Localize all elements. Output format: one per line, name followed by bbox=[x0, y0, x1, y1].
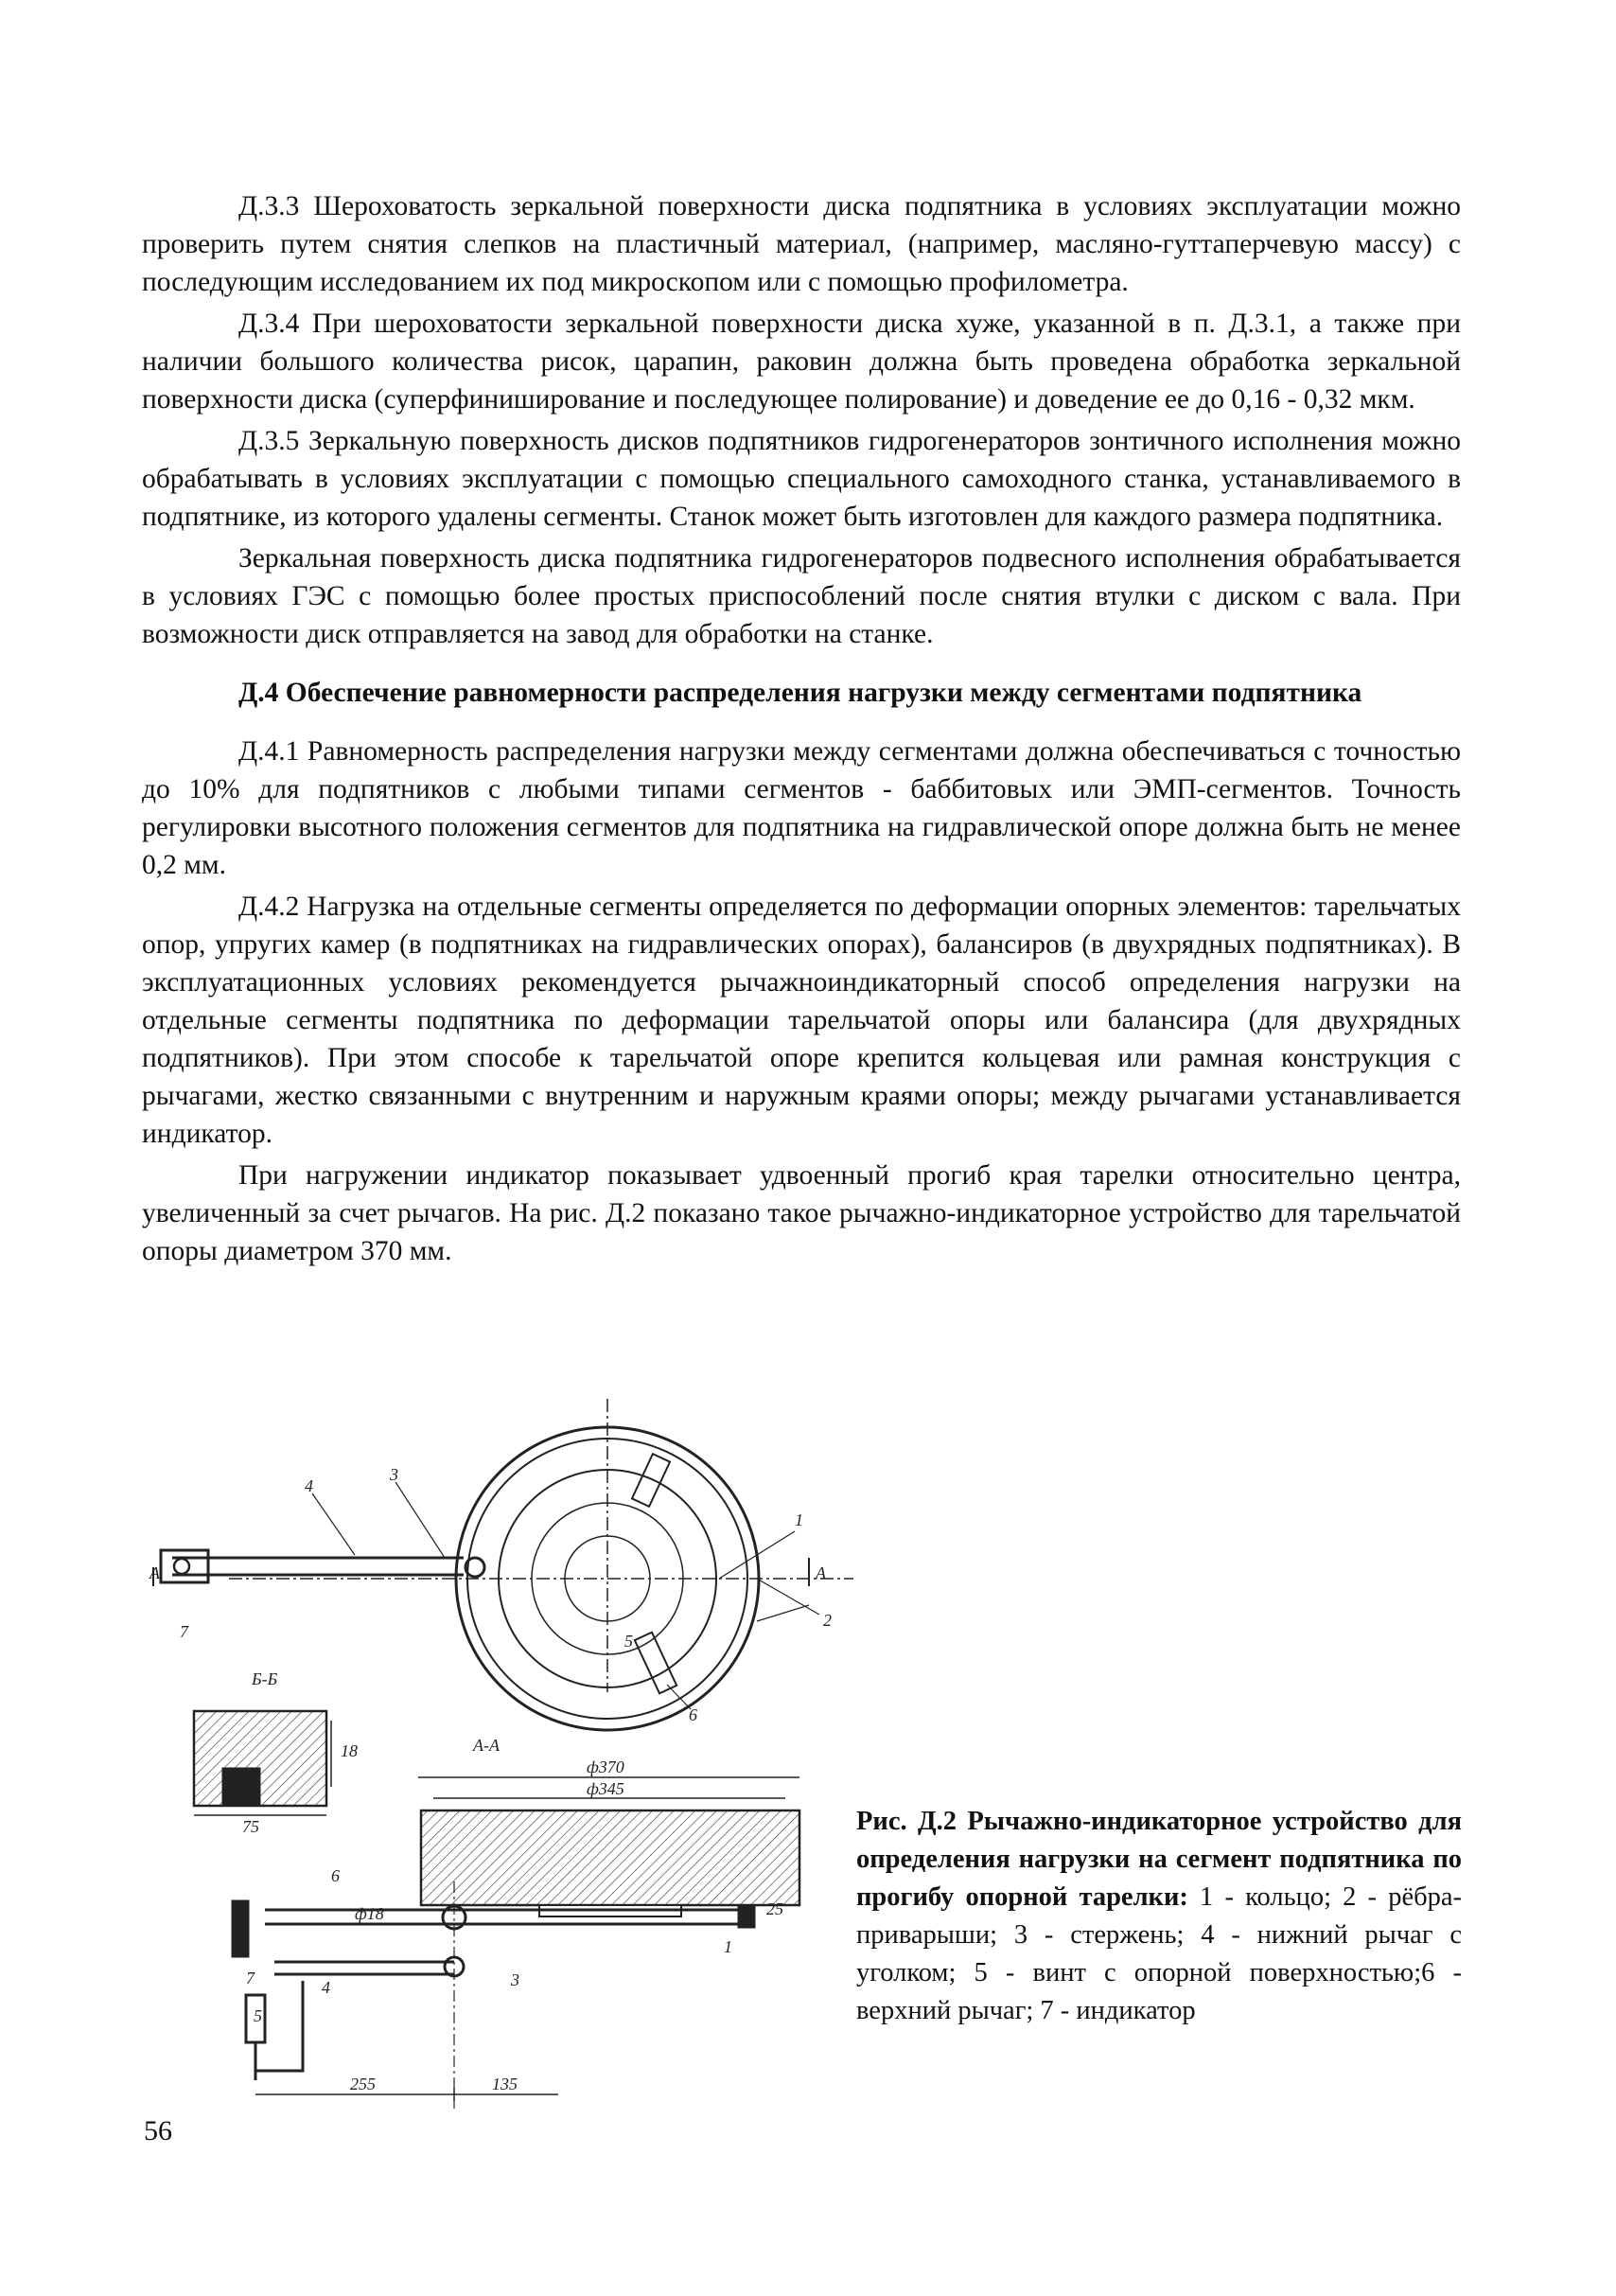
label-1-top: 1 bbox=[795, 1510, 803, 1529]
section-aa-view bbox=[232, 1777, 799, 2109]
label-4-bottom: 4 bbox=[322, 1978, 330, 1997]
paragraph-d34: Д.3.4 При шероховатости зеркальной поверхности диска хуже, указанной в п. Д.3.1, а также при наличии большого количества рисок, царапин, раковин должна быть проведена обработка зеркальной поверхности диска (суперфиниширование и последующее полирование) и доведение ее до 0,16 - 0,32 мкм. bbox=[142, 309, 1461, 415]
paragraph-mirror-surface: Зеркальная поверхность диска подпятника гидрогенераторов подвесного исполнения обрабатывается в условиях ГЭС с помощью более простых приспособлений после снятия втулки с диском с вала. При возможности диск отправляется на завод для обработки на станке. bbox=[142, 543, 1461, 649]
label-dim255: 255 bbox=[350, 2075, 376, 2093]
label-dim75: 75 bbox=[242, 1817, 259, 1836]
label-3-top: 3 bbox=[390, 1465, 398, 1484]
label-4-top: 4 bbox=[305, 1476, 313, 1495]
label-a-left: А bbox=[149, 1563, 160, 1582]
paragraph-d41: Д.4.1 Равномерность распределения нагрузки между сегментами должна обеспечиваться с точностью до 10% для подпятников с любыми типами сегментов - баббитовых или ЭМП-сегментов. Точность регулировки высотного положения сегментов для подпятника на гидравлической опоре должна быть не менее 0,2 мм. bbox=[142, 736, 1461, 880]
label-1-bottom: 1 bbox=[724, 1937, 732, 1956]
label-section-aa: А-А bbox=[473, 1736, 500, 1755]
label-dim25: 25 bbox=[766, 1899, 783, 1918]
paragraph-loading: При нагружении индикатор показывает удвоенный прогиб края тарелки относительно центра, увеличенный за счет рычагов. На рис. Д.2 показано такое рычажно-индикаторное устройство для тарельчатой опоры диаметром 370 мм. bbox=[142, 1160, 1461, 1266]
label-5-top: 5 bbox=[624, 1632, 633, 1651]
label-6-top: 6 bbox=[689, 1705, 697, 1724]
technical-drawing-figure bbox=[142, 1389, 861, 2109]
label-d345: ф345 bbox=[587, 1779, 624, 1798]
label-d18: ф18 bbox=[355, 1904, 384, 1923]
label-5-bottom: 5 bbox=[254, 2006, 262, 2025]
paragraph-d33: Д.3.3 Шероховатость зеркальной поверхности диска подпятника в условиях эксплуатации можно проверить путем снятия слепков на пластичный материал, (например, масляно-гуттаперчевую массу) с последующим исследованием их под микроскопом или с помощью профилометра. bbox=[142, 191, 1461, 297]
section-bb-view bbox=[194, 1711, 331, 1815]
label-7-bottom: 7 bbox=[246, 1969, 255, 1987]
label-7-top: 7 bbox=[180, 1622, 188, 1641]
section-heading-d4: Д.4 Обеспечение равномерности распределения нагрузки между сегментами подпятника bbox=[238, 678, 1362, 708]
label-6-bottom: 6 bbox=[331, 1866, 340, 1885]
caption-title: Рис. Д.2 Рычажно-индикаторное устройство для определения нагрузки на сегмент подпятника по прогибу опорной тарелки: bbox=[856, 1807, 1462, 1912]
label-section-bb: Б-Б bbox=[252, 1669, 278, 1688]
caption-items: 1 - кольцо; 2 - рёбра-приварыши; 3 - стержень; 4 - нижний рычаг с уголком; 5 - винт с опорной поверхностью;6 - верхний рычаг; 7 - индикатор bbox=[856, 1882, 1462, 2025]
label-3-bottom: 3 bbox=[511, 1970, 519, 1989]
paragraph-d42: Д.4.2 Нагрузка на отдельные сегменты определяется по деформации опорных элементов: тарельчатых опор, упругих камер (в подпятниках на гидравлических опорах), балансиров (в двухрядных подпятниках). В эксплуатационных условиях рекомендуется рычажноиндикаторный способ определения нагрузки на отдельные сегменты подпятника по деформации тарельчатой опоры или балансира (для двухрядных подпятников). При этом способе к тарельчатой опоре крепится кольцевая или рамная конструкция с рычагами, жестко связанными с внутренним и наружным краями опоры; между рычагами устанавливается индикатор. bbox=[142, 892, 1461, 1149]
page-number: 56 bbox=[144, 2115, 172, 2146]
label-d370: ф370 bbox=[587, 1757, 624, 1776]
label-dim18: 18 bbox=[341, 1741, 358, 1760]
lever-indicator-drawing bbox=[142, 1389, 861, 2109]
paragraph-d35: Д.3.5 Зеркальную поверхность дисков подпятников гидрогенераторов зонтичного исполнения можно обрабатывать в условиях эксплуатации с помощью специального самоходного станка, устанавливаемого в подпятнике, из которого удалены сегменты. Станок может быть изготовлен для каждого размера подпятника. bbox=[142, 426, 1461, 532]
label-dim135: 135 bbox=[492, 2075, 518, 2093]
label-a-right: А bbox=[816, 1563, 826, 1582]
figure-caption bbox=[856, 1803, 1462, 2030]
body-text bbox=[142, 187, 1461, 1274]
label-2-top: 2 bbox=[823, 1611, 832, 1630]
